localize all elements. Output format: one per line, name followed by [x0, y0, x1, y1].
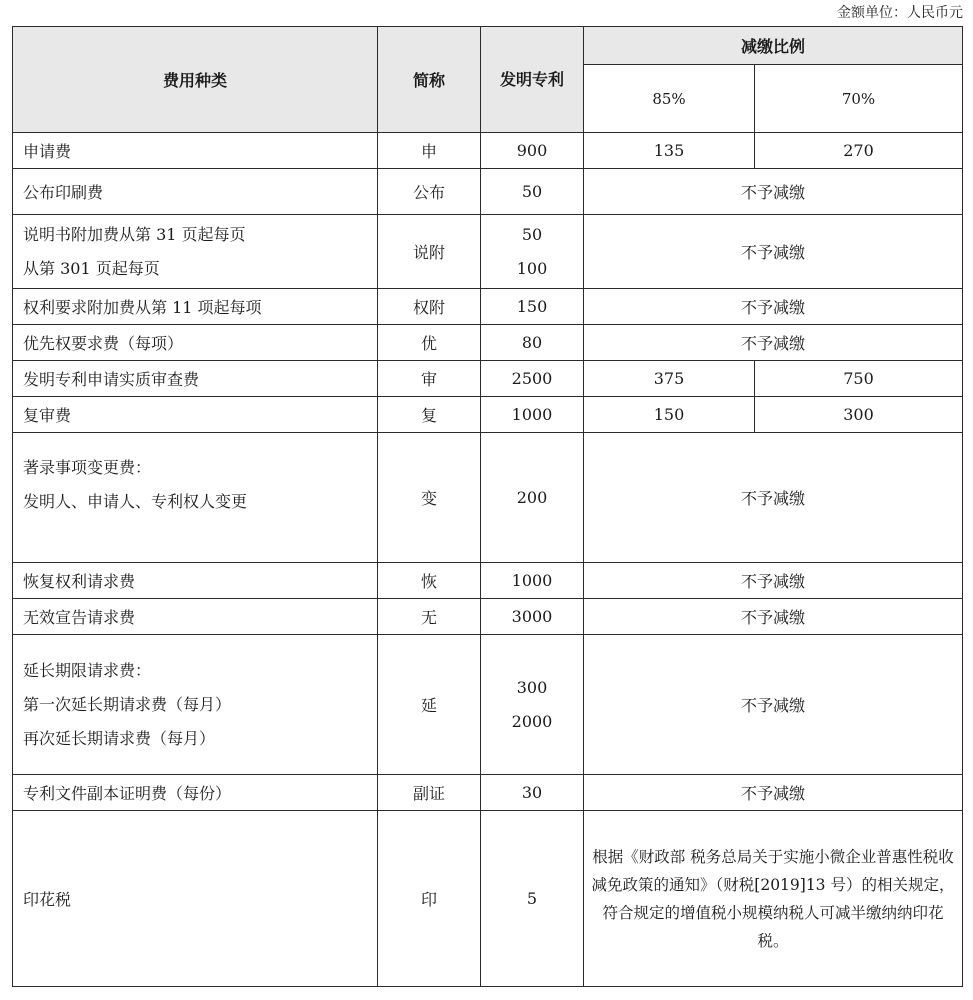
header-invention-patent: 发明专利 [481, 27, 584, 133]
table-row [13, 811, 963, 987]
table-row [13, 599, 963, 635]
fee-abbr: 说附 [378, 215, 481, 289]
fee-abbr: 权附 [378, 289, 481, 325]
table-row [13, 397, 963, 433]
no-reduction: 不予减缴 [584, 599, 963, 635]
fee-name: 延长期限请求费： 第一次延长期请求费（每月） 再次延长期请求费（每月） [13, 635, 378, 775]
header-fee-type: 费用种类 [13, 27, 378, 133]
fee-amount: 2500 [481, 361, 584, 397]
fee-abbr: 延 [378, 635, 481, 775]
table-row [13, 325, 963, 361]
no-reduction: 不予减缴 [584, 169, 963, 215]
fee-85: 135 [584, 133, 755, 169]
fee-abbr: 审 [378, 361, 481, 397]
fee-amount: 5 [481, 811, 584, 987]
fee-85: 150 [584, 397, 755, 433]
patent-fee-table [12, 26, 963, 987]
fee-abbr: 副证 [378, 775, 481, 811]
fee-amount: 3000 [481, 599, 584, 635]
fee-abbr: 复 [378, 397, 481, 433]
fee-amount: 300 2000 [481, 635, 584, 775]
header-70-percent: 70% [755, 65, 963, 133]
table-row [13, 563, 963, 599]
no-reduction: 不予减缴 [584, 215, 963, 289]
fee-amount: 50 100 [481, 215, 584, 289]
no-reduction: 不予减缴 [584, 325, 963, 361]
header-reduction-ratio: 减缴比例 [584, 27, 963, 65]
fee-name: 复审费 [13, 397, 378, 433]
no-reduction: 不予减缴 [584, 635, 963, 775]
stamp-tax-note: 根据《财政部 税务总局关于实施小微企业普惠性税收减免政策的通知》（财税[2019]13 号）的相关规定，符合规定的增值税小规模纳税人可减半缴纳纳印花税。 [584, 811, 963, 987]
fee-abbr: 申 [378, 133, 481, 169]
fee-name: 优先权要求费（每项） [13, 325, 378, 361]
table-row [13, 635, 963, 775]
table-row [13, 215, 963, 289]
fee-70: 750 [755, 361, 963, 397]
fee-70: 270 [755, 133, 963, 169]
fee-amount: 150 [481, 289, 584, 325]
amount-unit-label: 金额单位：人民币元 [837, 5, 963, 21]
fee-amount: 1000 [481, 397, 584, 433]
header-85-percent: 85% [584, 65, 755, 133]
fee-name: 发明专利申请实质审查费 [13, 361, 378, 397]
fee-name: 申请费 [13, 133, 378, 169]
fee-name: 权利要求附加费从第 11 项起每项 [13, 289, 378, 325]
fee-amount: 30 [481, 775, 584, 811]
fee-amount: 80 [481, 325, 584, 361]
fee-name: 无效宣告请求费 [13, 599, 378, 635]
fee-abbr: 无 [378, 599, 481, 635]
fee-name: 著录事项变更费： 发明人、申请人、专利权人变更 [13, 433, 378, 563]
fee-abbr: 恢 [378, 563, 481, 599]
table-row [13, 775, 963, 811]
fee-name: 专利文件副本证明费（每份） [13, 775, 378, 811]
table-row [13, 289, 963, 325]
fee-abbr: 变 [378, 433, 481, 563]
header-abbr: 简称 [378, 27, 481, 133]
fee-abbr: 优 [378, 325, 481, 361]
fee-70: 300 [755, 397, 963, 433]
no-reduction: 不予减缴 [584, 433, 963, 563]
fee-amount: 1000 [481, 563, 584, 599]
fee-name: 公布印刷费 [13, 169, 378, 215]
fee-abbr: 公布 [378, 169, 481, 215]
fee-amount: 200 [481, 433, 584, 563]
no-reduction: 不予减缴 [584, 775, 963, 811]
fee-85: 375 [584, 361, 755, 397]
no-reduction: 不予减缴 [584, 563, 963, 599]
table-row [13, 133, 963, 169]
table-row [13, 169, 963, 215]
table-row [13, 361, 963, 397]
fee-amount: 50 [481, 169, 584, 215]
fee-name: 恢复权利请求费 [13, 563, 378, 599]
no-reduction: 不予减缴 [584, 289, 963, 325]
fee-name: 印花税 [13, 811, 378, 987]
fee-abbr: 印 [378, 811, 481, 987]
table-row [13, 433, 963, 563]
fee-amount: 900 [481, 133, 584, 169]
fee-name: 说明书附加费从第 31 页起每页 从第 301 页起每页 [13, 215, 378, 289]
